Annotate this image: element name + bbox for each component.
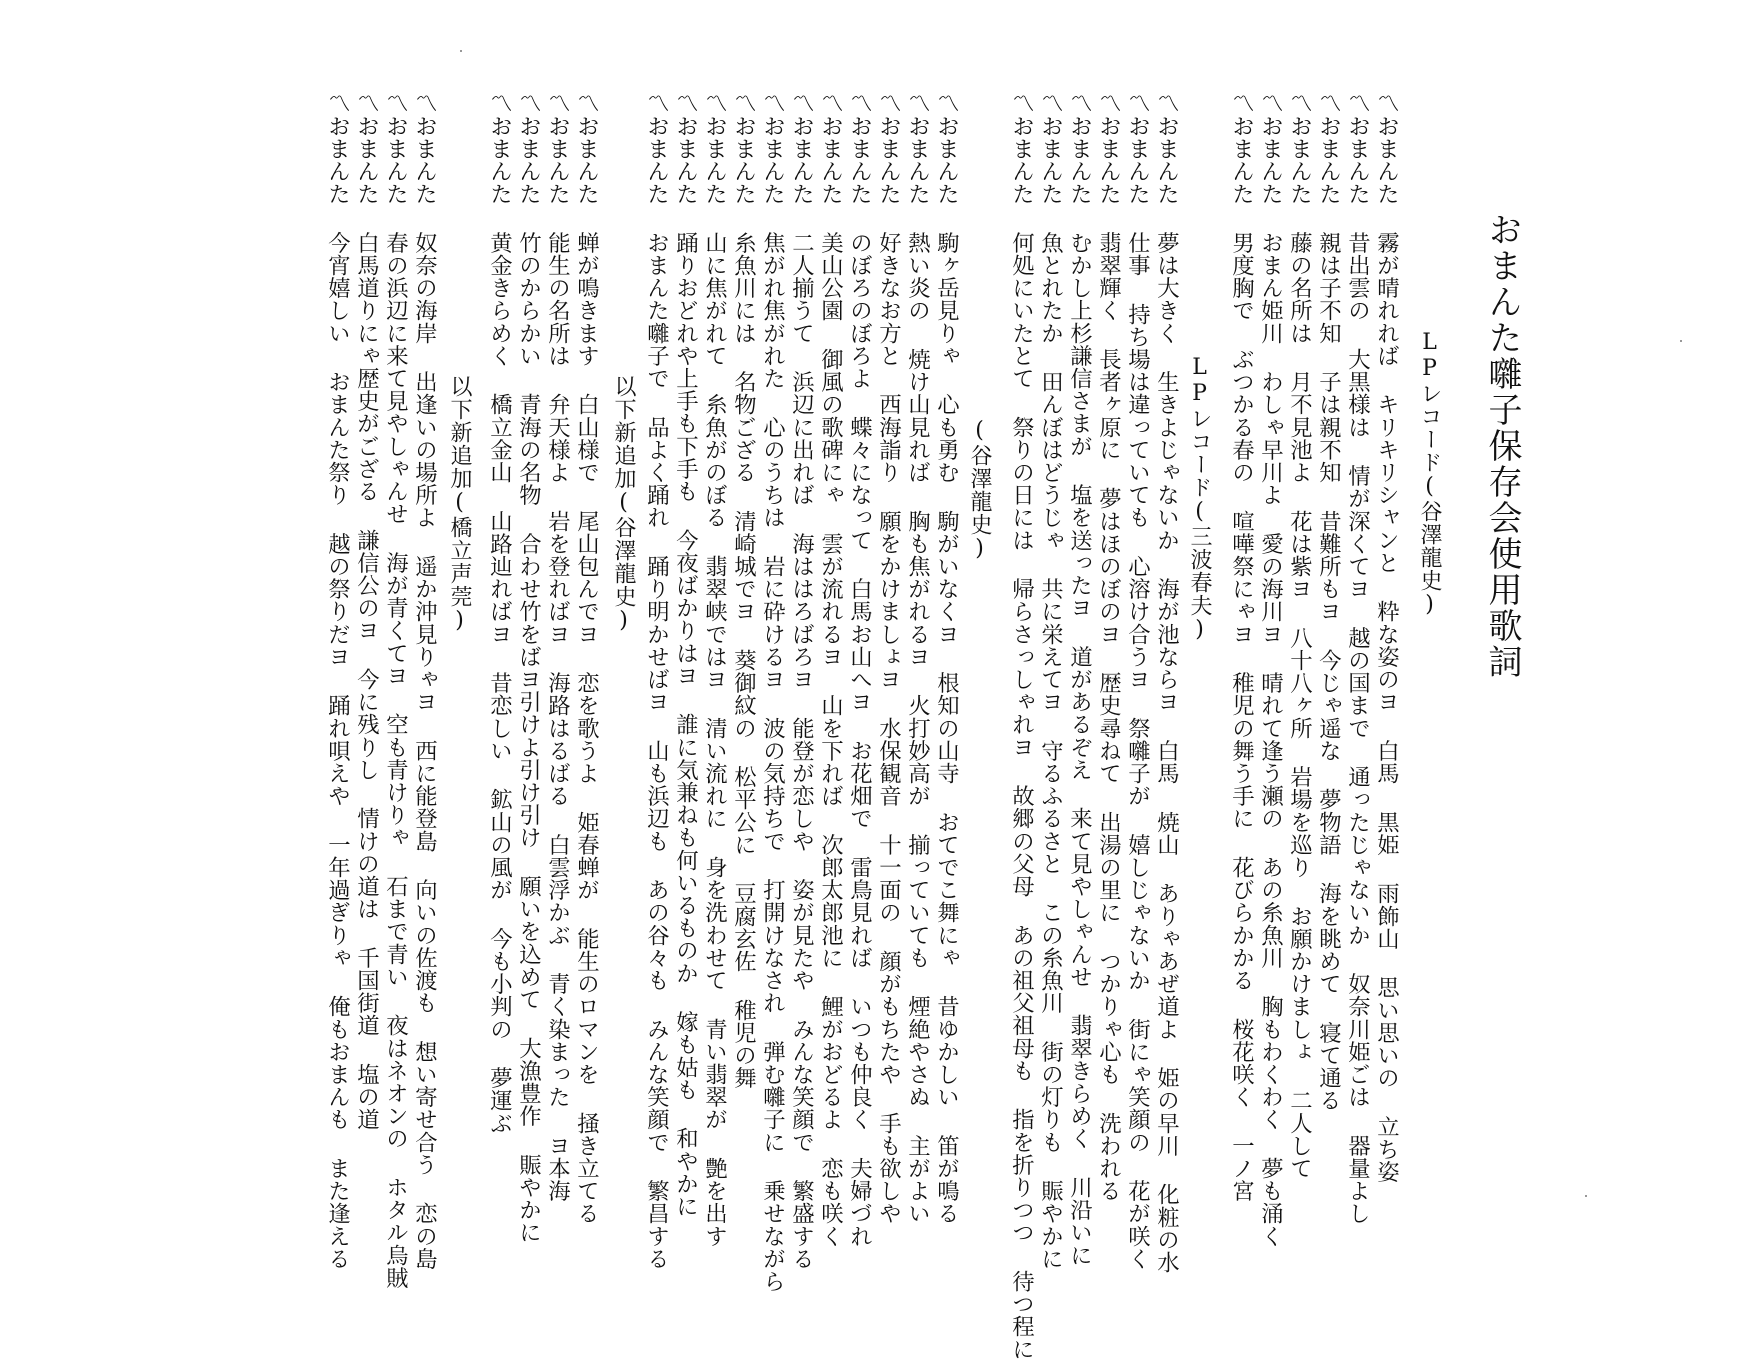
lyric-line: 〽おまんた 今宵嬉しい おまんた祭り 越の祭りだヨ 踊れ唄えや 一年過ぎりゃ 俺もおまんも また逢える [324,92,351,1270]
scan-speck [1585,1195,1587,1197]
lyric-line: 〽おまんた 白馬道りにゃ歴史がござる 謙信公のヨ 今に残りし 情けの道は 千国街道 塩の道 [353,92,380,1131]
lyric-line: 〽おまんた 踊りおどれや上手も下手も 今夜ばかりはヨ 誰に気兼ねも何いるものか 嫁も姑も 和やかに [672,92,699,1218]
lyric-line: 〽おまんた 美山公園 御風の歌碑にゃ 雲が流れるヨ 山を下れば 次郎太郎池に 鯉がおどるよ 恋も咲く [817,92,844,1248]
lyric-line: 〽おまんた のぼろのぼろよ 蝶々になって 白馬お山へヨ お花畑で 雷鳥見れば いつも仲良く 夫婦づれ [846,92,873,1248]
page-title: おまんた囃子保存会使用歌詞 [1482,212,1522,680]
scan-speck [1680,340,1682,342]
lyric-line: 〽おまんた 親は子不知 子は親不知 昔難所もヨ 今じゃ遥な 夢物語 海を眺めて 寝て通る [1315,92,1342,1112]
lyric-line: 〽おまんた 焦がれ焦がれた 心のうちは 岩に砕けるヨ 波の気持ちで 打開けなされ 弾む囃子に 乗せながら [759,92,786,1293]
lyric-line: 〽おまんた 春の浜辺に来て見やしゃんせ 海が青くてヨ 空も青けりゃ 石まで青い 夜はネオンの ホタル烏賊 [382,92,409,1289]
lyric-line: 〽おまんた 能生の名所は 弁天様よ 岩を登ればヨ 海路はるばる 白雲浮かぶ 青く染まった ヨ本海 [544,92,571,1202]
lyric-line: 〽おまんた 熱い炎の 焼け山見れば 胸も焦がれるヨ 火打妙高が 揃っていても 煙絶やさぬ 主がよい [904,92,931,1225]
lyric-line: 〽おまんた 何処にいたとて 祭りの日には 帰らさっしゃれヨ 故郷の父母 あの祖父祖母も 指を折りつつ 待つ程に [1008,92,1035,1360]
section-heading: 以下新追加(谷澤龍史) [611,375,636,634]
section-heading: LPレコード(谷澤龍史) [1417,330,1442,618]
section-heading: 以下新追加(橋立声莞) [447,375,472,634]
lyric-line: 〽おまんた 竹のからかい 青海の名物 合わせ竹をばヨ引けよ引け引け 願いを込めて 大漁豊作 賑やかに [515,92,542,1244]
lyric-line: 〽おまんた むかし上杉謙信さまが 塩を送ったヨ 道があるぞえ 来て見やしゃんせ 翡翠きらめく 川沿いに [1066,92,1093,1267]
scan-speck [460,50,462,52]
lyric-line: 〽おまんた 黄金きらめく 橋立金山 山路辿ればヨ 昔恋しい 鉱山の風が 今も小判の 夢運ぶ [486,92,513,1135]
lyric-line: 〽おまんた 糸魚川には 名物ござる 清崎城でヨ 葵御紋の 松平公に 豆腐玄佐 稚児の舞 [730,92,757,1089]
lyric-line: 〽おまんた 蝉が鳴きます 白山様で 尾山包んでヨ 恋を歌うよ 姫春蝉が 能生のロマンを 掻き立てる [573,92,600,1225]
lyric-line: 〽おまんた 男度胸で ぶつかる春の 喧嘩祭にゃヨ 稚児の舞う手に 花びらかかる 桜花咲く 一ノ宮 [1228,92,1255,1202]
lyric-line: 〽おまんた 藤の名所は 月不見池よ 花は紫ヨ 八十八ヶ所 岩場を巡り お願かけましょ 二人して [1286,92,1313,1180]
lyric-line: 〽おまんた 魚とれたか 田んぼはどうじゃ 共に栄えてヨ 守るふるさと この糸魚川 街の灯りも 賑やかに [1037,92,1064,1270]
lyric-line: 〽おまんた 駒ヶ岳見りゃ 心も勇む 駒がいなくヨ 根知の山寺 おてでこ舞にゃ 昔ゆかしい 笛が鳴る [933,92,960,1225]
lyric-line: 〽おまんた 霧が晴れれば キリキリシャンと 粋な姿のヨ 白馬 黒姫 雨飾山 思い思いの 立ち姿 [1373,92,1400,1183]
lyric-line: 〽おまんた 山に焦がれて 糸魚がのぼる 翡翠峡ではヨ 清い流れに 身を洗わせて 青い翡翠が 艶を出す [701,92,728,1248]
lyric-line: 〽おまんた 二人揃うて 浜辺に出れば 海ははろばろヨ 能登が恋しや 姿が見たや みんな笑顔で 繁盛する [788,92,815,1270]
lyric-line: 〽おまんた 昔出雲の 大黒様は 情が深くてヨ 越の国まで 通ったじゃないか 奴奈川姫ごは 器量よし [1344,92,1371,1225]
lyric-line: 〽おまんた 翡翠輝く 長者ヶ原に 夢はほのぼのヨ 歴史尋ねて 出湯の里に つかりゃ心も 洗われる [1095,92,1122,1202]
lyric-line: 〽おまんた おまん姫川 わしゃ早川よ 愛の海川ヨ 晴れて逢う瀬の あの糸魚川 胸もわくわく 夢も涌く [1257,92,1284,1248]
lyric-line: 〽おまんた 好きなお方と 西海詣り 願をかけましょヨ 水保観音 十一面の 顔がもちたや 手も欲しや [875,92,902,1225]
lyric-line: 〽おまんた 奴奈の海岸 出逢いの場所よ 遥か沖見りゃヨ 西に能登島 向いの佐渡も 想い寄せ合う 恋の島 [411,92,438,1270]
lyric-line: 〽おまんた 仕事 持ち場は違っていても 心溶け合うヨ 祭囃子が 嬉しじゃないか 街にゃ笑顔の 花が咲く [1124,92,1151,1270]
section-heading: (谷澤龍史) [967,418,992,562]
lyric-line: 〽おまんた おまんた囃子で 品よく踊れ 踊り明かせばヨ 山も浜辺も あの谷々も みんな笑顔で 繁昌する [643,92,670,1270]
lyric-line: 〽おまんた 夢は大きく 生きよじゃないか 海が池ならヨ 白馬 焼山 ありゃあぜ道よ 姫の早川 化粧の水 [1153,92,1180,1274]
section-heading: LPレコード(三波春夫) [1187,355,1212,643]
